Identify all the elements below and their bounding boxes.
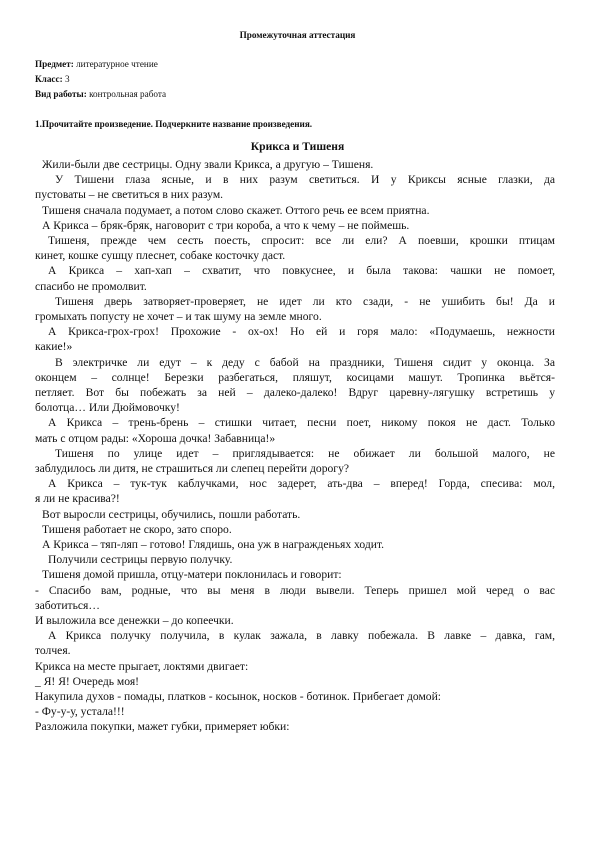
story-line: болотца… Или Дюймовочку! (35, 401, 180, 415)
document-title: Промежуточная аттестация (239, 30, 356, 40)
story-line: я ли не красива?! (35, 492, 120, 506)
story-line: Тишеня работает не скоро, зато спoро. (42, 522, 232, 536)
story-line: громыхать попусту не хочет – и так шуму на земле много. (35, 310, 322, 323)
story-line: Тишеня по улице идет – приглядывается: не обижает ли большой малого, не (55, 446, 555, 460)
subject-line (35, 58, 158, 70)
story-line: петляет. Вот бы побежать за ней – далеко-далеко! Вдруг царевну-лягушку встретишь у (35, 386, 555, 399)
story-line: Тишеня домой пришла, отцу-матери поклонилась и говорит: (42, 568, 342, 582)
story-line: Разложила покупки, мажет губки, примеряет юбки: (35, 720, 290, 734)
story-line: толчея. (35, 644, 71, 658)
story-line: Тишеня сначала подумает, а потом слово скажет. Оттого речь ее всем приятна. (42, 203, 430, 217)
story-title: Крикса и Тишеня (250, 140, 345, 153)
story-line: А Крикса – тук-тук каблучками, нос задерет, ать-два – вперед! Горда, спесива: мол, (48, 477, 555, 491)
story-line: В электричке ли едут – к деду с бабой на праздники, Тишеня сидит у оконца. За (55, 355, 555, 369)
story-line: пустоваты – не светиться в них разум. (35, 188, 224, 202)
story-line: А Крикса – бряк-бряк, наговорит с три короба, а что к чему – не поймешь. (42, 218, 410, 232)
work-type-label: Вид работы: (35, 89, 87, 99)
story-line: спасибо не промолвит. (35, 279, 147, 293)
story-line: А Крикса-грох-грох! Прохожие - ох-ох! Но ей и горя мало: «Подумаешь, нежности (48, 325, 555, 339)
story-line: Тишеня, прежде чем сесть поесть, спросит: все ли ели? А поевши, крошки птицам (48, 234, 555, 247)
story-line: Тишеня дверь затворяет-проверяет, не идет ли кто сзади, - не ушибить бы! Да и (55, 294, 555, 308)
work-type-value: контрольная работа (86, 89, 167, 99)
story-line: заблудилось ли дитя, не страшиться ли слепец перейти дорогу? (35, 462, 350, 475)
story-line: Вот выросли сестрицы, обучились, пошли работать. (42, 507, 301, 521)
story-line: Крикса на месте прыгает, локтями двигает: (35, 659, 249, 673)
story-line: Накупила духов - помады, платков - косынок, носков - ботинок. Прибегает домой: (35, 690, 442, 703)
story-line: какие!» (35, 340, 73, 354)
story-line: _ Я! Я! Очередь моя! (35, 674, 140, 688)
story-line: - Спасибо вам, родные, что вы меня в люди вывели. Теперь пришел мой черед о вас (35, 583, 555, 597)
class-value: 3 (62, 74, 70, 84)
story-line: У Тишени глаза ясные, и в них разум светиться. И у Криксы ясные глазки, да (55, 173, 555, 187)
subject-label: Предмет: (35, 59, 74, 69)
subject-value: литературное чтение (73, 59, 158, 69)
story-line: кинет, кошке сушцу плеснет, собаке косточку даст. (35, 249, 286, 263)
story-line: А Крикса получку получила, в кулак зажала, в лавку побежала. В лавке – давка, гам, (48, 629, 555, 643)
task-instruction: 1.Прочитайте произведение. Подчеркните название произведения. (35, 119, 313, 129)
story-line: А Крикса – трень-брень – стишки читает, песни поет, никому покоя не даст. Только (48, 416, 555, 430)
story-line: И выложила все денежки – до копеечки. (35, 614, 234, 627)
story-line: мать с отцом рады: «Хороша дочка! Забавница!» (35, 431, 276, 445)
story-line: Жили-были две сестрицы. Одну звали Крикса, а другую – Тишеня. (42, 158, 374, 171)
story-line: А Крикса – хап-хап – схватит, что повкуснее, и была такова: чашки не помоет, (48, 264, 555, 278)
story-line: Получили сестрицы первую получку. (48, 553, 233, 567)
story-line: А Крикса – тяп-ляп – готово! Глядишь, она уж в награжденьях ходит. (42, 538, 385, 551)
work-type-line (35, 88, 166, 100)
class-label: Класс: (35, 74, 63, 84)
story-line: заботиться… (35, 598, 100, 612)
story-line: - Фу-у-у, устала!!! (35, 705, 125, 719)
class-line (35, 73, 70, 85)
story-line: оконцем – солнце! Березки разбегаться, пляшут, косицами машут. Тропинка вьётся- (35, 370, 555, 384)
